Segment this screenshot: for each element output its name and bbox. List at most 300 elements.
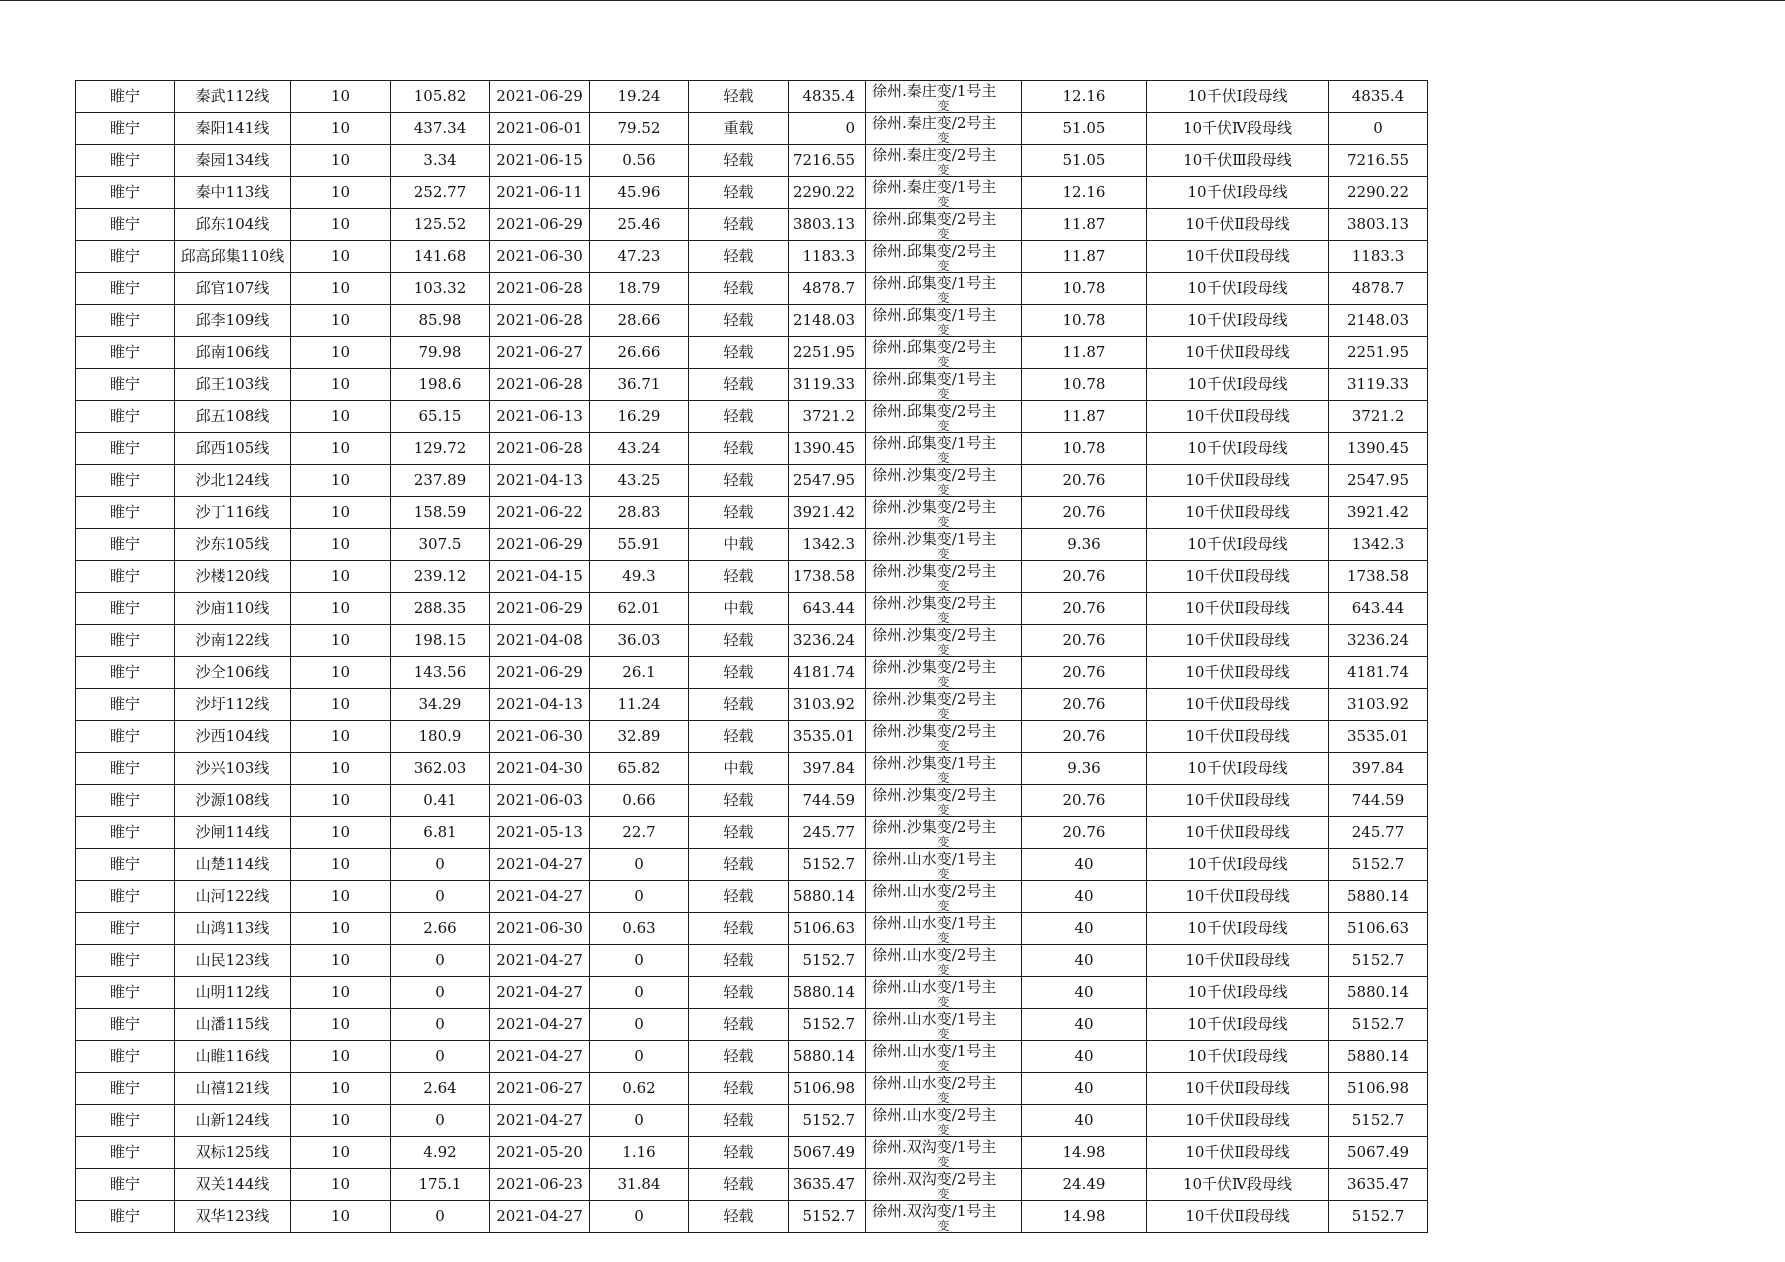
station-text: 徐州.沙集变/2号主: [872, 658, 997, 676]
station-overflow-text: 变: [937, 163, 950, 177]
transformer-capacity-cell: 20.76: [1022, 497, 1147, 529]
value-cell: 239.12: [391, 561, 490, 593]
load-status-cell: 轻载: [689, 433, 789, 465]
load-rate-cell: 0.66: [590, 785, 689, 817]
table-row: [76, 657, 1428, 689]
value-cell: 307.5: [391, 529, 490, 561]
station-text: 徐州.沙集变/1号主: [872, 754, 997, 772]
station-cell: [866, 1105, 1022, 1137]
bus-cell: 10千伏Ⅰ段母线: [1147, 433, 1329, 465]
station-text: 徐州.邱集变/1号主: [872, 306, 997, 324]
capacity-cell: 1738.58: [789, 561, 866, 593]
station-overflow-text: 变: [937, 227, 950, 241]
county-cell: 睢宁: [76, 209, 175, 241]
available-capacity-cell: 4181.74: [1329, 657, 1428, 689]
bus-cell: 10千伏Ⅱ段母线: [1147, 241, 1329, 273]
station-text: 徐州.双沟变/2号主: [872, 1170, 997, 1188]
load-rate-cell: 65.82: [590, 753, 689, 785]
station-text: 徐州.秦庄变/2号主: [872, 146, 997, 164]
value-cell: 180.9: [391, 721, 490, 753]
voltage-cell: 10: [291, 721, 391, 753]
bus-cell: 10千伏Ⅰ段母线: [1147, 849, 1329, 881]
load-rate-cell: 18.79: [590, 273, 689, 305]
voltage-cell: 10: [291, 337, 391, 369]
load-status-cell: 轻载: [689, 657, 789, 689]
transformer-capacity-cell: 14.98: [1022, 1201, 1147, 1233]
available-capacity-cell: 1342.3: [1329, 529, 1428, 561]
load-status-cell: 轻载: [689, 369, 789, 401]
load-status-cell: 轻载: [689, 81, 789, 113]
value-cell: 0: [391, 849, 490, 881]
transformer-capacity-cell: 20.76: [1022, 817, 1147, 849]
feeder-name-cell: 双标125线: [175, 1137, 291, 1169]
capacity-cell: 1183.3: [789, 241, 866, 273]
capacity-cell: 2148.03: [789, 305, 866, 337]
capacity-cell: 5880.14: [789, 1041, 866, 1073]
county-cell: 睢宁: [76, 113, 175, 145]
feeder-name-cell: 沙闸114线: [175, 817, 291, 849]
feeder-name-cell: 沙楼120线: [175, 561, 291, 593]
date-cell: 2021-06-30: [490, 913, 590, 945]
station-cell: [866, 273, 1022, 305]
available-capacity-cell: 7216.55: [1329, 145, 1428, 177]
voltage-cell: 10: [291, 305, 391, 337]
bus-cell: 10千伏Ⅰ段母线: [1147, 369, 1329, 401]
station-overflow-text: 变: [937, 195, 950, 209]
load-rate-cell: 28.66: [590, 305, 689, 337]
capacity-cell: 3921.42: [789, 497, 866, 529]
table-row: [76, 721, 1428, 753]
table-row: [76, 625, 1428, 657]
load-status-cell: 轻载: [689, 1201, 789, 1233]
feeder-name-cell: 山民123线: [175, 945, 291, 977]
table-row: [76, 369, 1428, 401]
station-text: 徐州.邱集变/2号主: [872, 338, 997, 356]
load-status-cell: 轻载: [689, 209, 789, 241]
load-rate-cell: 1.16: [590, 1137, 689, 1169]
station-text: 徐州.邱集变/2号主: [872, 242, 997, 260]
station-cell: [866, 337, 1022, 369]
available-capacity-cell: 1390.45: [1329, 433, 1428, 465]
station-overflow-text: 变: [937, 291, 950, 305]
load-rate-cell: 43.24: [590, 433, 689, 465]
station-cell: [866, 817, 1022, 849]
station-overflow-text: 变: [937, 1123, 950, 1137]
capacity-cell: 5152.7: [789, 849, 866, 881]
feeder-name-cell: 沙南122线: [175, 625, 291, 657]
available-capacity-cell: 5152.7: [1329, 1105, 1428, 1137]
station-text: 徐州.沙集变/2号主: [872, 498, 997, 516]
station-overflow-text: 变: [937, 547, 950, 561]
value-cell: 0.41: [391, 785, 490, 817]
voltage-cell: 10: [291, 849, 391, 881]
county-cell: 睢宁: [76, 1073, 175, 1105]
feeder-name-cell: 邱五108线: [175, 401, 291, 433]
table-body: [76, 81, 1428, 1233]
station-overflow-text: 变: [937, 707, 950, 721]
transformer-capacity-cell: 12.16: [1022, 81, 1147, 113]
load-rate-cell: 26.1: [590, 657, 689, 689]
available-capacity-cell: 1738.58: [1329, 561, 1428, 593]
station-text: 徐州.山水变/2号主: [872, 882, 997, 900]
station-text: 徐州.山水变/1号主: [872, 914, 997, 932]
date-cell: 2021-04-27: [490, 945, 590, 977]
feeder-load-table: [75, 80, 1428, 1233]
load-rate-cell: 25.46: [590, 209, 689, 241]
station-cell: [866, 1137, 1022, 1169]
load-rate-cell: 49.3: [590, 561, 689, 593]
station-cell: [866, 657, 1022, 689]
county-cell: 睢宁: [76, 913, 175, 945]
table-row: [76, 177, 1428, 209]
station-text: 徐州.沙集变/2号主: [872, 786, 997, 804]
load-rate-cell: 79.52: [590, 113, 689, 145]
station-overflow-text: 变: [937, 1091, 950, 1105]
available-capacity-cell: 2290.22: [1329, 177, 1428, 209]
date-cell: 2021-06-13: [490, 401, 590, 433]
date-cell: 2021-05-13: [490, 817, 590, 849]
page-top-rule: [0, 0, 1785, 1]
station-cell: [866, 849, 1022, 881]
available-capacity-cell: 5067.49: [1329, 1137, 1428, 1169]
voltage-cell: 10: [291, 689, 391, 721]
voltage-cell: 10: [291, 241, 391, 273]
load-status-cell: 中载: [689, 753, 789, 785]
voltage-cell: 10: [291, 81, 391, 113]
date-cell: 2021-04-08: [490, 625, 590, 657]
capacity-cell: 643.44: [789, 593, 866, 625]
date-cell: 2021-06-29: [490, 593, 590, 625]
load-status-cell: 轻载: [689, 177, 789, 209]
voltage-cell: 10: [291, 593, 391, 625]
station-overflow-text: 变: [937, 899, 950, 913]
capacity-cell: 1342.3: [789, 529, 866, 561]
date-cell: 2021-04-27: [490, 1041, 590, 1073]
date-cell: 2021-06-27: [490, 337, 590, 369]
bus-cell: 10千伏Ⅰ段母线: [1147, 273, 1329, 305]
transformer-capacity-cell: 11.87: [1022, 209, 1147, 241]
table-row: [76, 337, 1428, 369]
county-cell: 睢宁: [76, 1105, 175, 1137]
value-cell: 3.34: [391, 145, 490, 177]
available-capacity-cell: 5152.7: [1329, 1201, 1428, 1233]
station-cell: [866, 913, 1022, 945]
station-cell: [866, 113, 1022, 145]
load-status-cell: 轻载: [689, 817, 789, 849]
county-cell: 睢宁: [76, 721, 175, 753]
transformer-capacity-cell: 20.76: [1022, 721, 1147, 753]
station-text: 徐州.山水变/1号主: [872, 1010, 997, 1028]
available-capacity-cell: 5152.7: [1329, 945, 1428, 977]
voltage-cell: 10: [291, 177, 391, 209]
bus-cell: 10千伏Ⅱ段母线: [1147, 817, 1329, 849]
table-row: [76, 113, 1428, 145]
station-cell: [866, 369, 1022, 401]
transformer-capacity-cell: 11.87: [1022, 337, 1147, 369]
bus-cell: 10千伏Ⅳ段母线: [1147, 1169, 1329, 1201]
capacity-cell: 3236.24: [789, 625, 866, 657]
feeder-name-cell: 山新124线: [175, 1105, 291, 1137]
county-cell: 睢宁: [76, 529, 175, 561]
load-status-cell: 轻载: [689, 145, 789, 177]
date-cell: 2021-06-01: [490, 113, 590, 145]
feeder-name-cell: 秦阳141线: [175, 113, 291, 145]
feeder-name-cell: 山鸿113线: [175, 913, 291, 945]
load-status-cell: 轻载: [689, 401, 789, 433]
county-cell: 睢宁: [76, 433, 175, 465]
available-capacity-cell: 5880.14: [1329, 881, 1428, 913]
station-cell: [866, 977, 1022, 1009]
capacity-cell: 0: [789, 113, 866, 145]
table-row: [76, 753, 1428, 785]
station-text: 徐州.邱集变/2号主: [872, 402, 997, 420]
capacity-cell: 7216.55: [789, 145, 866, 177]
feeder-name-cell: 邱官107线: [175, 273, 291, 305]
available-capacity-cell: 3103.92: [1329, 689, 1428, 721]
station-cell: [866, 785, 1022, 817]
load-rate-cell: 43.25: [590, 465, 689, 497]
load-status-cell: 轻载: [689, 561, 789, 593]
station-overflow-text: 变: [937, 739, 950, 753]
station-cell: [866, 561, 1022, 593]
date-cell: 2021-04-15: [490, 561, 590, 593]
table-row: [76, 529, 1428, 561]
transformer-capacity-cell: 20.76: [1022, 465, 1147, 497]
station-overflow-text: 变: [937, 451, 950, 465]
capacity-cell: 5152.7: [789, 1201, 866, 1233]
feeder-name-cell: 双华123线: [175, 1201, 291, 1233]
county-cell: 睢宁: [76, 145, 175, 177]
transformer-capacity-cell: 10.78: [1022, 305, 1147, 337]
load-rate-cell: 31.84: [590, 1169, 689, 1201]
station-overflow-text: 变: [937, 355, 950, 369]
load-rate-cell: 0: [590, 945, 689, 977]
bus-cell: 10千伏Ⅱ段母线: [1147, 1137, 1329, 1169]
county-cell: 睢宁: [76, 945, 175, 977]
feeder-name-cell: 沙丁116线: [175, 497, 291, 529]
transformer-capacity-cell: 20.76: [1022, 657, 1147, 689]
value-cell: 0: [391, 1105, 490, 1137]
county-cell: 睢宁: [76, 81, 175, 113]
county-cell: 睢宁: [76, 1201, 175, 1233]
station-overflow-text: 变: [937, 1059, 950, 1073]
table-row: [76, 881, 1428, 913]
load-rate-cell: 0: [590, 1105, 689, 1137]
transformer-capacity-cell: 20.76: [1022, 625, 1147, 657]
value-cell: 129.72: [391, 433, 490, 465]
station-cell: [866, 593, 1022, 625]
voltage-cell: 10: [291, 1009, 391, 1041]
county-cell: 睢宁: [76, 241, 175, 273]
station-text: 徐州.山水变/1号主: [872, 850, 997, 868]
station-text: 徐州.沙集变/2号主: [872, 466, 997, 484]
load-rate-cell: 26.66: [590, 337, 689, 369]
station-text: 徐州.双沟变/1号主: [872, 1138, 997, 1156]
value-cell: 0: [391, 977, 490, 1009]
voltage-cell: 10: [291, 881, 391, 913]
station-overflow-text: 变: [937, 99, 950, 113]
county-cell: 睢宁: [76, 273, 175, 305]
station-overflow-text: 变: [937, 931, 950, 945]
transformer-capacity-cell: 40: [1022, 945, 1147, 977]
county-cell: 睢宁: [76, 657, 175, 689]
transformer-capacity-cell: 40: [1022, 849, 1147, 881]
station-text: 徐州.山水变/2号主: [872, 1106, 997, 1124]
load-status-cell: 轻载: [689, 689, 789, 721]
station-cell: [866, 1201, 1022, 1233]
table-row: [76, 1073, 1428, 1105]
voltage-cell: 10: [291, 209, 391, 241]
voltage-cell: 10: [291, 561, 391, 593]
feeder-name-cell: 山楚114线: [175, 849, 291, 881]
station-overflow-text: 变: [937, 579, 950, 593]
station-overflow-text: 变: [937, 1155, 950, 1169]
bus-cell: 10千伏Ⅱ段母线: [1147, 1105, 1329, 1137]
date-cell: 2021-04-30: [490, 753, 590, 785]
load-status-cell: 中载: [689, 593, 789, 625]
load-status-cell: 轻载: [689, 337, 789, 369]
county-cell: 睢宁: [76, 593, 175, 625]
load-status-cell: 轻载: [689, 1009, 789, 1041]
voltage-cell: 10: [291, 1105, 391, 1137]
station-cell: [866, 753, 1022, 785]
value-cell: 437.34: [391, 113, 490, 145]
value-cell: 65.15: [391, 401, 490, 433]
date-cell: 2021-06-28: [490, 369, 590, 401]
voltage-cell: 10: [291, 273, 391, 305]
value-cell: 252.77: [391, 177, 490, 209]
capacity-cell: 4835.4: [789, 81, 866, 113]
capacity-cell: 3803.13: [789, 209, 866, 241]
station-cell: [866, 401, 1022, 433]
feeder-name-cell: 邱高邱集110线: [175, 241, 291, 273]
station-cell: [866, 1073, 1022, 1105]
voltage-cell: 10: [291, 753, 391, 785]
value-cell: 362.03: [391, 753, 490, 785]
date-cell: 2021-04-27: [490, 881, 590, 913]
feeder-name-cell: 沙圩112线: [175, 689, 291, 721]
load-rate-cell: 0: [590, 849, 689, 881]
station-cell: [866, 881, 1022, 913]
bus-cell: 10千伏Ⅱ段母线: [1147, 401, 1329, 433]
load-status-cell: 轻载: [689, 945, 789, 977]
feeder-name-cell: 秦武112线: [175, 81, 291, 113]
date-cell: 2021-06-23: [490, 1169, 590, 1201]
available-capacity-cell: 3803.13: [1329, 209, 1428, 241]
table-row: [76, 593, 1428, 625]
station-cell: [866, 689, 1022, 721]
bus-cell: 10千伏Ⅱ段母线: [1147, 785, 1329, 817]
table-row: [76, 945, 1428, 977]
capacity-cell: 5152.7: [789, 945, 866, 977]
load-status-cell: 重载: [689, 113, 789, 145]
voltage-cell: 10: [291, 369, 391, 401]
voltage-cell: 10: [291, 913, 391, 945]
capacity-cell: 397.84: [789, 753, 866, 785]
load-rate-cell: 0.62: [590, 1073, 689, 1105]
capacity-cell: 5106.98: [789, 1073, 866, 1105]
station-overflow-text: 变: [937, 259, 950, 273]
county-cell: 睢宁: [76, 1137, 175, 1169]
bus-cell: 10千伏Ⅰ段母线: [1147, 977, 1329, 1009]
station-text: 徐州.秦庄变/1号主: [872, 178, 997, 196]
available-capacity-cell: 5152.7: [1329, 849, 1428, 881]
date-cell: 2021-04-13: [490, 465, 590, 497]
station-text: 徐州.邱集变/2号主: [872, 210, 997, 228]
voltage-cell: 10: [291, 1137, 391, 1169]
value-cell: 237.89: [391, 465, 490, 497]
date-cell: 2021-04-27: [490, 1009, 590, 1041]
transformer-capacity-cell: 9.36: [1022, 753, 1147, 785]
bus-cell: 10千伏Ⅰ段母线: [1147, 305, 1329, 337]
transformer-capacity-cell: 24.49: [1022, 1169, 1147, 1201]
county-cell: 睢宁: [76, 881, 175, 913]
table-row: [76, 433, 1428, 465]
transformer-capacity-cell: 40: [1022, 977, 1147, 1009]
voltage-cell: 10: [291, 817, 391, 849]
voltage-cell: 10: [291, 977, 391, 1009]
date-cell: 2021-06-28: [490, 305, 590, 337]
voltage-cell: 10: [291, 785, 391, 817]
value-cell: 175.1: [391, 1169, 490, 1201]
transformer-capacity-cell: 10.78: [1022, 273, 1147, 305]
load-status-cell: 轻载: [689, 1137, 789, 1169]
station-cell: [866, 625, 1022, 657]
available-capacity-cell: 4835.4: [1329, 81, 1428, 113]
station-text: 徐州.邱集变/1号主: [872, 434, 997, 452]
bus-cell: 10千伏Ⅱ段母线: [1147, 689, 1329, 721]
value-cell: 143.56: [391, 657, 490, 689]
load-rate-cell: 0.56: [590, 145, 689, 177]
station-cell: [866, 81, 1022, 113]
load-status-cell: 中载: [689, 529, 789, 561]
bus-cell: 10千伏Ⅱ段母线: [1147, 209, 1329, 241]
feeder-name-cell: 山禧121线: [175, 1073, 291, 1105]
station-text: 徐州.山水变/1号主: [872, 978, 997, 996]
county-cell: 睢宁: [76, 849, 175, 881]
feeder-name-cell: 沙北124线: [175, 465, 291, 497]
capacity-cell: 3119.33: [789, 369, 866, 401]
county-cell: 睢宁: [76, 977, 175, 1009]
station-text: 徐州.沙集变/2号主: [872, 562, 997, 580]
value-cell: 85.98: [391, 305, 490, 337]
feeder-name-cell: 邱南106线: [175, 337, 291, 369]
voltage-cell: 10: [291, 465, 391, 497]
value-cell: 0: [391, 1041, 490, 1073]
value-cell: 4.92: [391, 1137, 490, 1169]
station-overflow-text: 变: [937, 771, 950, 785]
value-cell: 103.32: [391, 273, 490, 305]
station-overflow-text: 变: [937, 1187, 950, 1201]
county-cell: 睢宁: [76, 497, 175, 529]
station-text: 徐州.沙集变/2号主: [872, 626, 997, 644]
transformer-capacity-cell: 40: [1022, 1041, 1147, 1073]
feeder-name-cell: 邱王103线: [175, 369, 291, 401]
county-cell: 睢宁: [76, 817, 175, 849]
county-cell: 睢宁: [76, 785, 175, 817]
value-cell: 105.82: [391, 81, 490, 113]
load-rate-cell: 45.96: [590, 177, 689, 209]
date-cell: 2021-06-15: [490, 145, 590, 177]
capacity-cell: 5880.14: [789, 881, 866, 913]
station-text: 徐州.秦庄变/1号主: [872, 82, 997, 100]
station-overflow-text: 变: [937, 131, 950, 145]
station-cell: [866, 241, 1022, 273]
station-text: 徐州.沙集变/2号主: [872, 722, 997, 740]
feeder-name-cell: 山明112线: [175, 977, 291, 1009]
county-cell: 睢宁: [76, 177, 175, 209]
load-rate-cell: 47.23: [590, 241, 689, 273]
